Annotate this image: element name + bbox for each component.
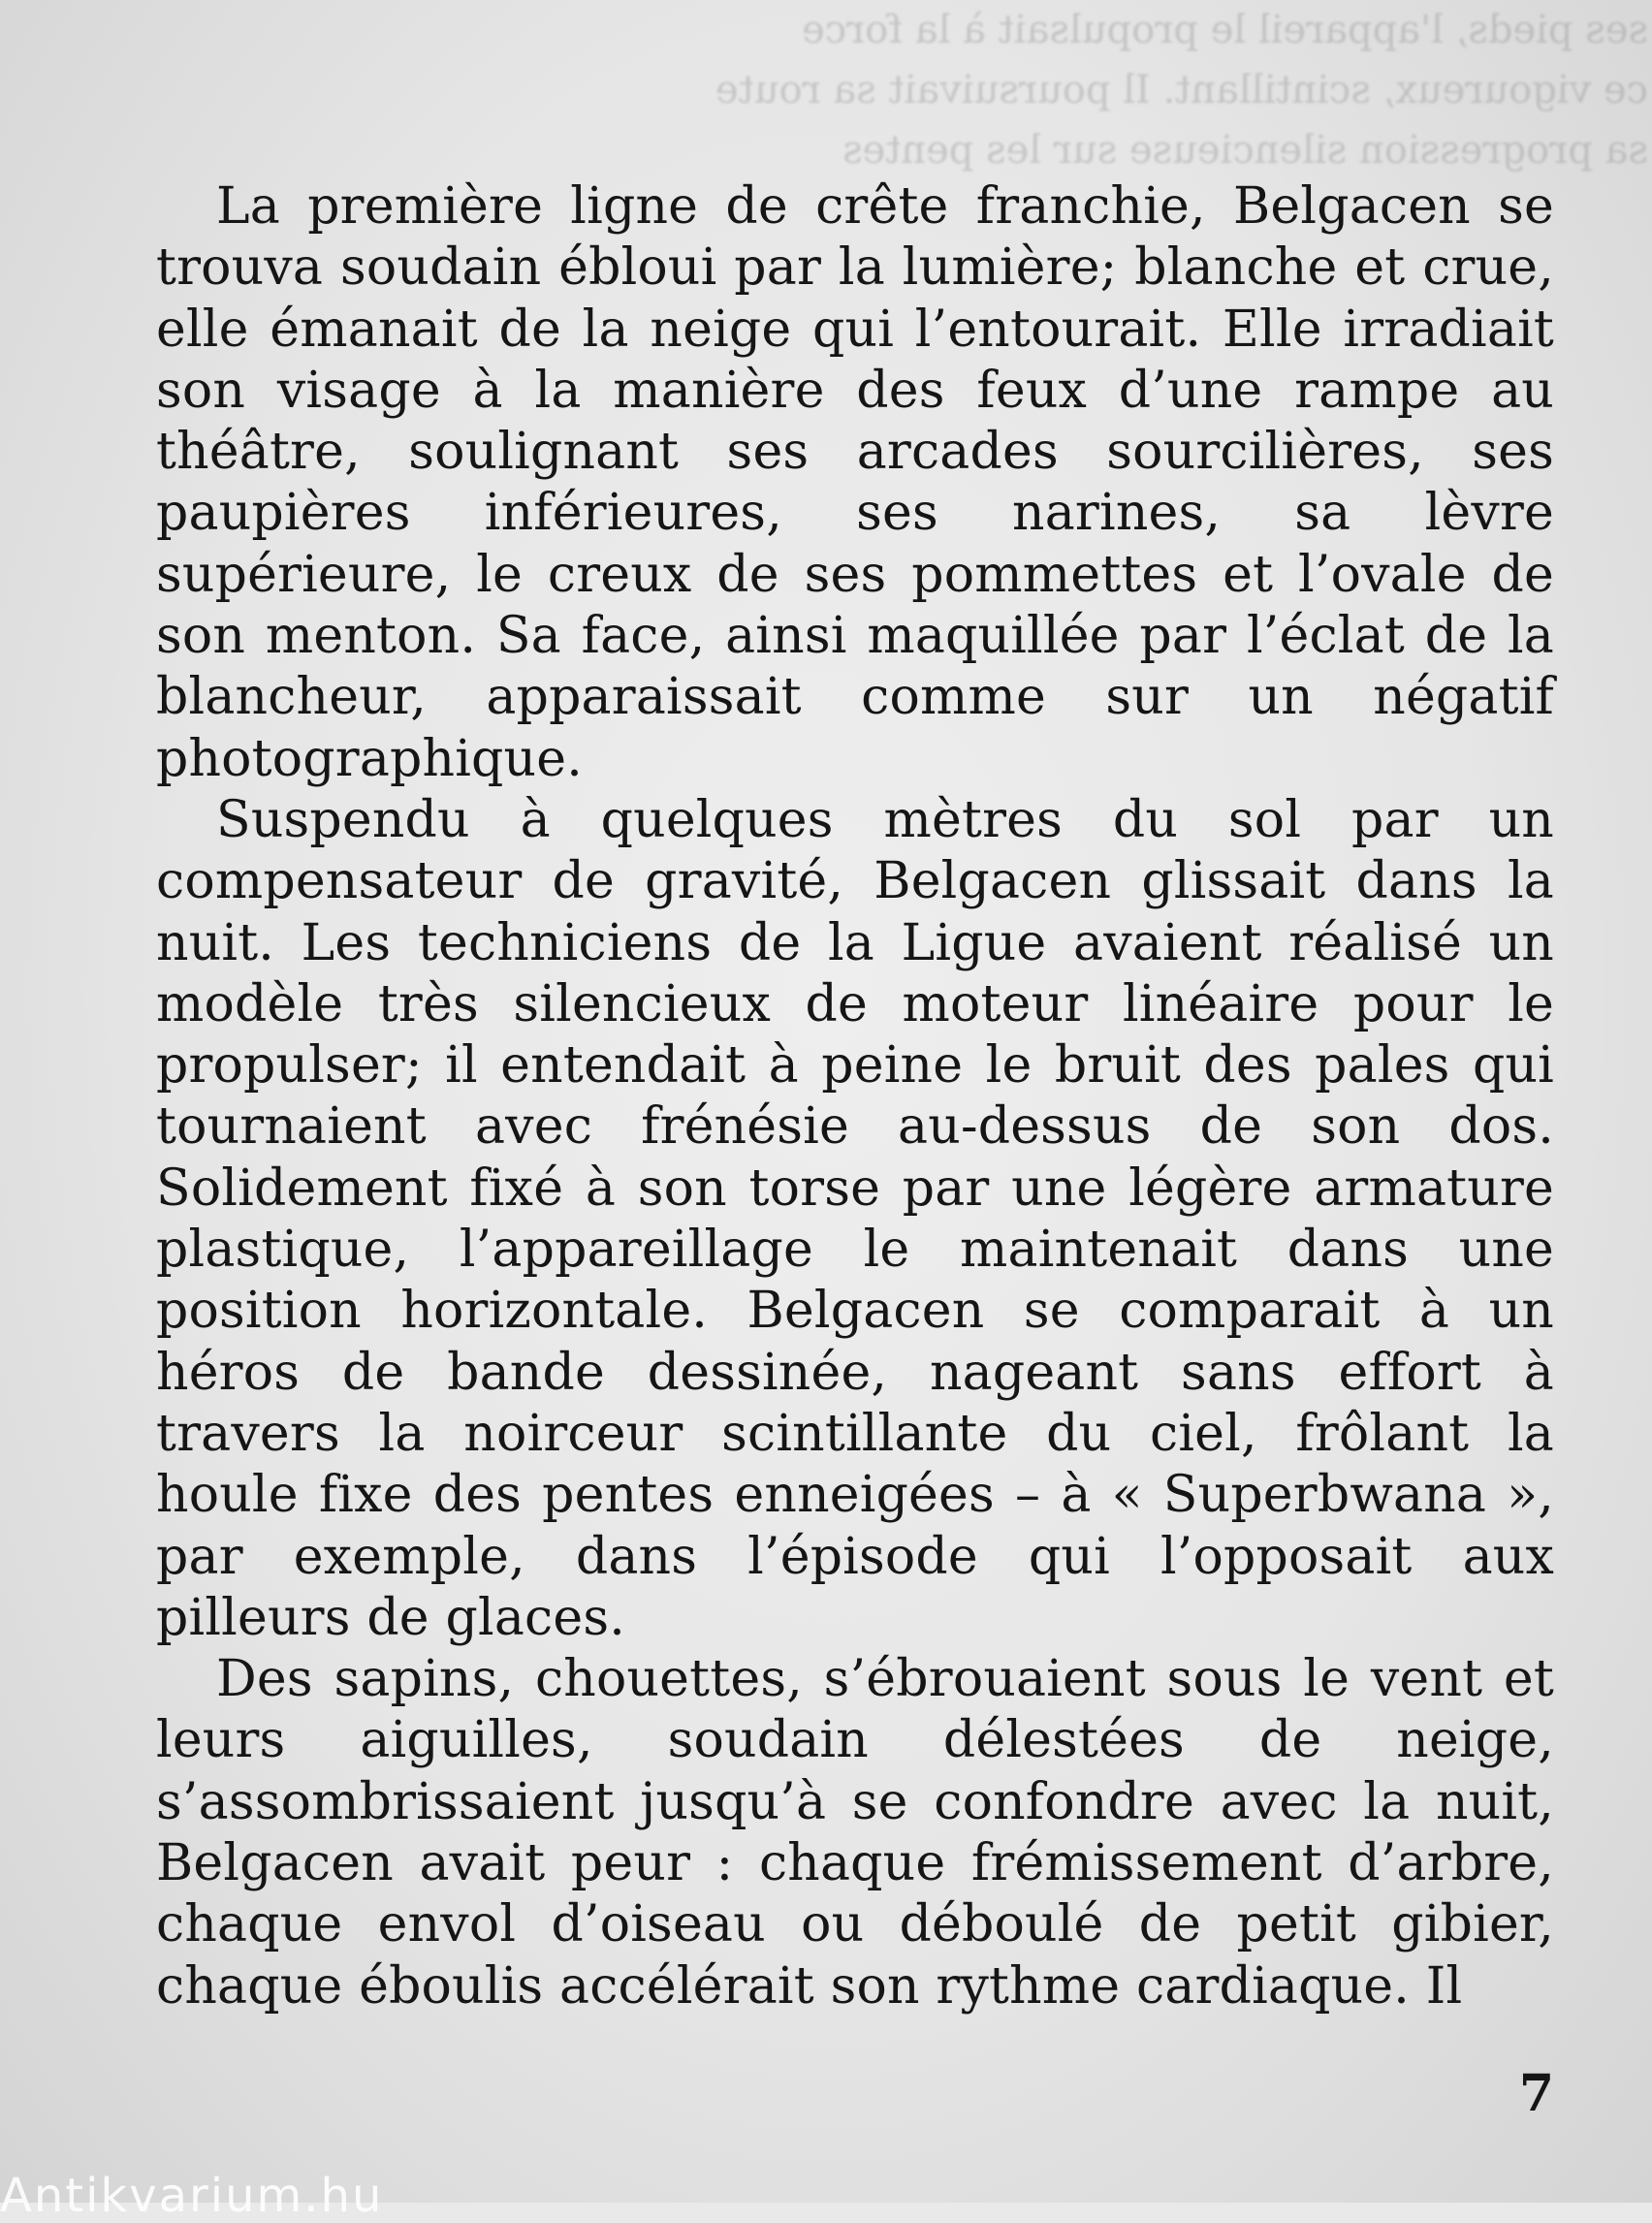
bleed-line: ses pieds, l'appareil le propulsait à la force (802, 8, 1648, 52)
bleed-line: ce vigoureux, scintillant. Il poursuivait sa route (715, 68, 1648, 112)
paragraph-2: Suspendu à quelques mètres du sol par un compensateur de gravité, Belgacen glissait dans la nuit. Les techniciens de la Ligue avaient réalisé un modèle très silencieux de moteur linéaire pour le propulser; il entendait à peine le bruit des pales qui tournaient avec frénésie au-dessus de son dos. Solidement fixé à son torse par une légère armature plastique, l’appareillage le maintenait dans une position horizontale. Belgacen se comparait à un héros de bande dessinée, nageant sans effort à travers la noirceur scintillante du ciel, frôlant la houle fixe des pentes enneigées – à « Superbwana », par exemple, dans l’épisode qui l’opposait aux pilleurs de glaces. (156, 790, 1554, 1647)
watermark: Antikvarium.hu (0, 2169, 384, 2223)
bleed-through-text (291, 0, 1648, 173)
page-number: 7 (1518, 2064, 1554, 2123)
body-text (156, 176, 1554, 2017)
paragraph-1: La première ligne de crête franchie, Belgacen se trouva soudain ébloui par la lumière; blanche et crue, elle émanait de la neige qui l’entourait. Elle irradiait son visage à la manière des feux d’une rampe au théâtre, soulignant ses arcades sourcilières, ses paupières inférieures, ses narines, sa lèvre supérieure, le creux de ses pommettes et l’ovale de son menton. Sa face, ainsi maquillée par l’éclat de la blancheur, apparaissait comme sur un négatif photographique. (156, 177, 1554, 788)
bleed-line: sa progression silencieuse sur les pentes (842, 128, 1648, 173)
paragraph-3: Des sapins, chouettes, s’ébrouaient sous le vent et leurs aiguilles, soudain délestées de neige, s’assombrissaient jusqu’à se confondre avec la nuit, Belgacen avait peur : chaque frémissement d’arbre, chaque envol d’oiseau ou déboulé de petit gibier, chaque éboulis accélérait son rythme cardiaque. Il (156, 1650, 1554, 2016)
